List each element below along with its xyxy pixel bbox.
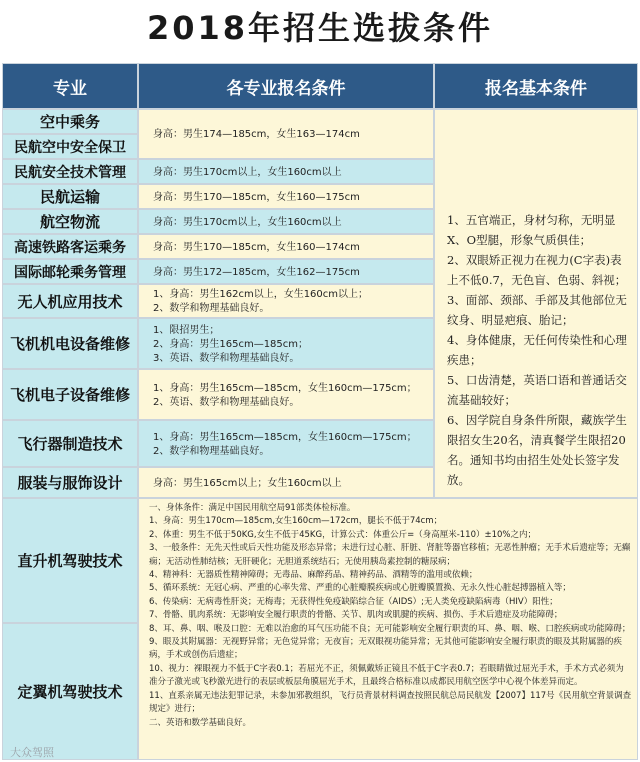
condition-line: 2、身高：男生165cm—185cm；	[153, 338, 309, 350]
basic-item: 3、面部、颈部、手部及其他部位无纹身、明显疤痕、胎记；	[447, 293, 627, 327]
condition-line: 1、身高：男生165cm—185cm，女生160cm—175cm；	[153, 431, 417, 443]
condition-line: 身高：男生170—185cm，女生160—174cm	[153, 241, 360, 253]
basic-item: 6、因学院自身条件所限，藏族学生限招女生20名，清真餐学生限招20名。通知书均由招生处处长签字发放。	[447, 413, 627, 487]
major-cell: 无人机应用技术	[2, 284, 138, 318]
condition-line: 2、数学和物理基础良好。	[153, 303, 270, 314]
condition-cell	[138, 420, 434, 467]
major-cell: 航空物流	[2, 209, 138, 234]
requirement-line: 二、英语和数学基础良好。	[149, 717, 252, 728]
requirement-line: 11、直系亲属无违法犯罪记录，未参加邪教组织，飞行员背景材料调查按照民航总局民航发【2007】117号《民用航空背景调查规定》进行；	[149, 690, 632, 715]
major-cell: 高速铁路客运乘务	[2, 234, 138, 259]
requirement-line: 一、身体条件：满足中国民用航空局91部类体检标准。	[149, 503, 356, 513]
condition-cell	[138, 159, 434, 184]
condition-line: 身高：男生172—185cm，女生162—175cm	[153, 266, 360, 278]
condition-cell	[138, 184, 434, 209]
condition-cell	[138, 318, 434, 369]
basic-item: 1、五官端正，身材匀称，无明显X、O型腿，形象气质俱佳；	[447, 213, 616, 247]
requirement-line: 3、一般条件：无先天性或后天性功能及形态异常；未进行过心脏、肝脏、肾脏等器官移植；无恶性肿瘤；无手术后遗症等；无癫痫；无活动性肺结核；无肝硬化；无胆道系统结石；无使用胰岛素控制的糖尿病；	[149, 543, 631, 567]
major-cell: 飞行器制造技术	[2, 420, 138, 467]
requirement-line: 10、视力：裸眼视力不低于C字表0.1；若屈光不正，须佩戴矫正镜且不低于C字表0.7；若眼睛做过屈光手术，手术方式必须为准分子激光或飞秒激光进行的表层或板层角膜屈光手术，且最终合格标准以成都民用航空医学中心视个体差异而定。	[149, 663, 624, 688]
header-basic: 报名基本条件	[434, 63, 638, 109]
requirement-line: 6、传染病：无病毒性肝炎；无梅毒；无获得性免疫缺陷综合征（AIDS）;无人类免疫缺陷病毒（HIV）阳性；	[149, 596, 558, 607]
pilot-requirements	[138, 498, 638, 760]
major-cell-helicopter: 直升机驾驶技术	[2, 498, 138, 623]
major-cell-fixed-wing: 定翼机驾驶技术	[2, 623, 138, 760]
condition-line: 身高：男生170cm以上，女生160cm以上	[153, 216, 342, 228]
header-major: 专业	[2, 63, 138, 109]
condition-line: 身高：男生174—185cm，女生163—174cm	[153, 129, 360, 140]
requirement-line: 5、循环系统：无冠心病、严重的心率失常、严重的心脏瓣膜疾病或心脏瓣膜置换、无永久性心脏起搏器植入等；	[149, 583, 571, 594]
requirement-line: 9、眼及其附属器：无视野异常；无色觉异常；无夜盲；无双眼视功能异常；无其他可能影响安全履行职责的眼及其附属器的疾病，手术或创伤后遗症；	[149, 637, 622, 661]
major-cell: 空中乘务	[2, 109, 138, 134]
major-cell: 民航空中安全保卫	[2, 134, 138, 159]
condition-line: 1、身高：男生165cm—185cm，女生160cm—175cm；	[153, 382, 417, 394]
admission-table	[2, 63, 638, 760]
basic-conditions	[434, 109, 638, 498]
major-cell: 飞机电子设备维修	[2, 369, 138, 420]
basic-item: 4、身体健康，无任何传染性和心理疾患；	[447, 333, 627, 367]
condition-line: 身高：男生170cm以上，女生160cm以上	[153, 166, 342, 178]
requirement-line: 4、精神科：无器质性精神障碍；无毒品、麻醉药品、精神药品、酒精等的滥用或依赖；	[149, 570, 478, 581]
watermark: 大众驾照	[10, 746, 54, 759]
condition-cell	[138, 209, 434, 234]
condition-line: 1、身高：男生162cm以上，女生160cm以上；	[153, 289, 369, 300]
condition-line: 2、英语、数学和物理基础良好。	[153, 396, 300, 408]
header-conditions: 各专业报名条件	[138, 63, 434, 109]
condition-line: 1、限招男生；	[153, 324, 220, 336]
requirement-line: 8、耳、鼻、咽、喉及口腔：无难以治愈的耳气压功能不良；无可能影响安全履行职责的耳、鼻、咽、喉、口腔疾病或功能障碍；	[149, 623, 631, 634]
major-cell: 服装与服饰设计	[2, 467, 138, 498]
basic-item: 2、双眼矫正视力在视力(C字表)表上不低0.7，无色盲、色弱、斜视；	[447, 253, 627, 287]
condition-line: 身高：男生170—185cm，女生160—175cm	[153, 191, 360, 203]
major-cell: 民航安全技术管理	[2, 159, 138, 184]
condition-line: 2、数学和物理基础良好。	[153, 445, 270, 457]
condition-cell	[138, 467, 434, 498]
condition-line: 3、英语、数学和物理基础良好。	[153, 352, 300, 364]
condition-cell	[138, 259, 434, 284]
condition-cell	[138, 284, 434, 318]
condition-cell	[138, 369, 434, 420]
requirement-line: 7、骨骼、肌肉系统：无影响安全履行职责的骨骼、关节、肌肉或肌腱的疾病、损伤、手术后遗症及功能障碍；	[149, 610, 563, 621]
page-title: 2018年招生选拔条件	[146, 9, 494, 47]
basic-item: 5、口齿清楚，英语口语和普通话交流基础较好；	[447, 373, 627, 407]
condition-line: 身高：男生165cm以上；女生160cm以上	[153, 477, 342, 489]
condition-cell	[138, 109, 434, 159]
requirement-line: 2、体重：男生不低于50KG,女生不低于45KG，计算公式：体重公斤=（身高厘米-110）±10%之内；	[149, 529, 536, 540]
requirement-line: 1、身高：男生170cm—185cm,女生160cm—172cm，腿长不低于74cm；	[149, 516, 443, 527]
major-cell: 飞机机电设备维修	[2, 318, 138, 369]
condition-cell	[138, 234, 434, 259]
major-cell: 国际邮轮乘务管理	[2, 259, 138, 284]
major-cell: 民航运输	[2, 184, 138, 209]
